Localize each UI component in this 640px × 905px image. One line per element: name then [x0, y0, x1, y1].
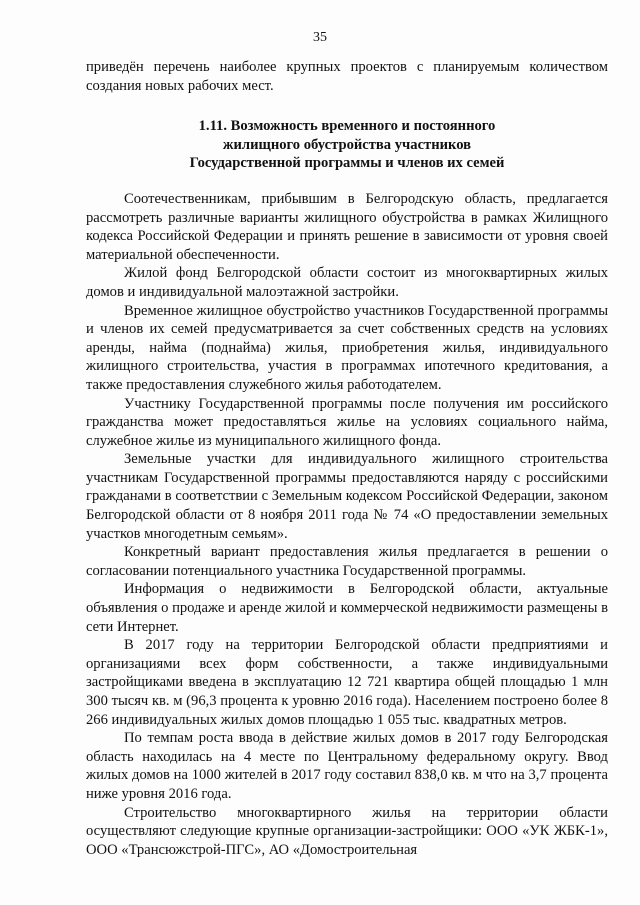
section-heading-line: жилищного обустройства участников	[222, 136, 472, 153]
body-paragraph: Конкретный вариант предоставления жилья предлагается в решении о согласовании потенциального участника Государственной программы.	[86, 544, 608, 579]
body-paragraph: Временное жилищное обустройство участников Государственной программы и членов их семей предусматривается за счет собственных средств на условиях аренды, найма (поднайма) жилья, приобретения жилья, индивидуального жилищного строительства, участия в программах ипотечного кредитования, а также предоставления служебного жилья работодателем.	[86, 302, 608, 393]
body-paragraph: В 2017 году на территории Белгородской области предприятиями и организациями всех форм собственности, а также индивидуальными застройщиками введена в эксплуатацию 12 721 квартира общей площадью 1 млн 300 тысяч кв. м (96,3 процента к уровню 2016 года). Населением построено более 8 266 индивидуальных жилых домов площадью 1 055 тыс. квадратных метров.	[86, 637, 608, 728]
section-heading-line: 1.11. Возможность временного и постоянного	[198, 118, 496, 135]
body-paragraph: Соотечественникам, прибывшим в Белгородскую область, предлагается рассмотреть различные варианты жилищного обустройства в рамках Жилищного кодекса Российской Федерации и принять решение в зависимости от уровня своей материальной обеспеченности.	[86, 190, 608, 263]
section-heading	[86, 117, 608, 173]
body-paragraph: Участнику Государственной программы после получения им российского гражданства может предоставляться жилье на условиях социального найма, служебное жилье из муниципального жилищного фонда.	[86, 395, 608, 449]
section-heading-line: Государственной программы и членов их семей	[189, 155, 505, 172]
body-paragraph: Жилой фонд Белгородской области состоит из многоквартирных жилых домов и индивидуальной малоэтажной застройки.	[86, 265, 608, 300]
page-body	[86, 58, 608, 859]
intro-paragraph: приведён перечень наиболее крупных проектов с планируемым количеством создания новых рабочих мест.	[86, 59, 608, 94]
body-paragraph: Строительство многоквартирного жилья на территории области осуществляют следующие крупные организации-застройщики: ООО «УК ЖБК-1», ООО «Трансюжстрой-ПГС», АО «Домостроительная	[86, 804, 608, 858]
body-paragraph: Информация о недвижимости в Белгородской области, актуальные объявления о продаже и аренде жилой и коммерческой недвижимости размещены в сети Интернет.	[86, 581, 608, 635]
body-paragraph: По темпам роста ввода в действие жилых домов в 2017 году Белгородская область находилась на 4 месте по Центральному федеральному округу. Ввод жилых домов на 1000 жителей в 2017 году составил 838,0 кв. м что на 3,7 процента ниже уровня 2016 года.	[86, 730, 608, 802]
page-number: 35	[313, 30, 327, 45]
body-paragraph: Земельные участки для индивидуального жилищного строительства участникам Государственной программы предоставляются наряду с российскими гражданами в соответствии с Земельным кодексом Российской Федерации, законом Белгородской области от 8 ноября 2011 года № 74 «О предоставлении земельных участков многодетным семьям».	[86, 451, 608, 542]
